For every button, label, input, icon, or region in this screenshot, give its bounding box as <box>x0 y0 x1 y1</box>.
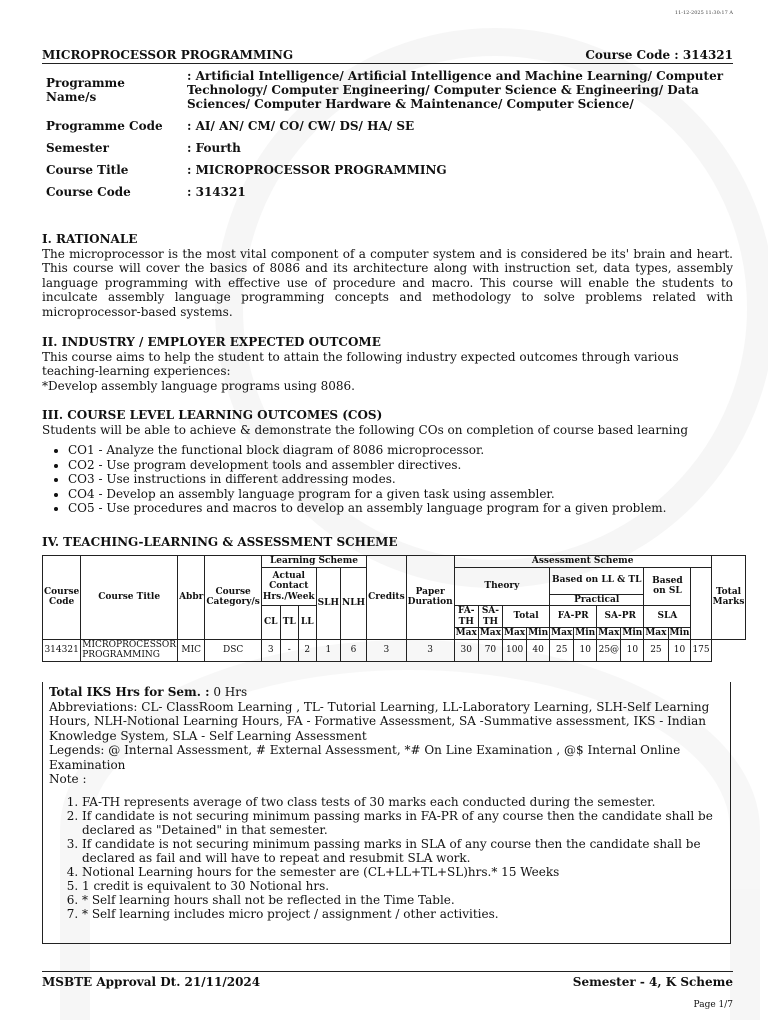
programme-label: Programme Code <box>46 119 163 133</box>
th-based-sl: Based on SL <box>644 567 691 606</box>
industry-line-3: *Develop assembly language programs using 8086. <box>42 378 355 393</box>
programme-label: Course Code <box>46 185 131 199</box>
print-timestamp: 11-12-2025 11:30:17 A <box>674 10 733 16</box>
cell-sla-min: 10 <box>668 639 691 661</box>
cell-total-marks: 175 <box>691 639 711 661</box>
programme-value: : Artificial Intelligence/ Artificial Intelligence and Machine Learning/ Computer Technology/ Computer Engineering/ Computer Science & Engineering/ Data Sciences/ Computer Hardware & Maintenance/ Computer Science/ <box>187 69 724 111</box>
cos-intro: Students will be able to achieve & demonstrate the following COs on completion of course based learning <box>42 422 689 437</box>
document-header <box>42 46 733 64</box>
programme-label: Course Title <box>46 163 129 177</box>
rationale-heading: I. RATIONALE <box>42 232 138 246</box>
footer-semester: Semester - 4, K Scheme <box>572 975 733 989</box>
programme-value: : MICROPROCESSOR PROGRAMMING <box>187 163 447 177</box>
th-actual-contact: Actual Contact Hrs./Week <box>261 567 316 606</box>
th-ll: LL <box>298 606 316 640</box>
th-sa-th: SA- TH <box>478 606 502 628</box>
th-sla: SLA <box>644 606 691 628</box>
th-learning-scheme: Learning Scheme <box>261 556 366 568</box>
th-tl: TL <box>280 606 298 640</box>
cell-cl: 3 <box>261 639 280 661</box>
th-total-marks: Total Marks <box>711 556 746 640</box>
cell-slh: 1 <box>316 639 340 661</box>
cos-list <box>42 443 733 516</box>
industry-outcome-section <box>42 335 733 393</box>
programme-value: : AI/ AN/ CM/ CO/ CW/ DS/ HA/ SE <box>187 119 415 133</box>
th-max: Max <box>504 628 526 638</box>
th-cl: CL <box>261 606 280 640</box>
th-max: Max <box>645 628 667 638</box>
th-sa-pr: SA-PR <box>597 606 644 628</box>
cell-title: MICROPROCESSOR PROGRAMMING <box>82 639 177 660</box>
th-min: Min <box>528 628 549 638</box>
co-item: • CO5 - Use procedures and macros to develop an assembly language program for a given problem. <box>68 501 733 516</box>
note-item: 4. Notional Learning hours for the semester are (CL+LL+TL+SL)hrs.* 15 Weeks <box>82 865 724 879</box>
note-item: 3. If candidate is not securing minimum passing marks in SLA of any course then the candidate shall be declared as fail and will have to repeat and resubmit SLA work. <box>82 837 724 865</box>
cell-sa-pr-max: 25@ <box>597 639 621 661</box>
iks-line <box>49 685 724 700</box>
th-total: Total <box>503 606 550 628</box>
programme-row <box>42 67 733 113</box>
rationale-text: The microprocessor is the most vital component of a computer system and is considered be its' brain and heart. This course will cover the basics of 8086 and its architecture along with instruction set, data types, assembly language programming with effective use of procedure and macro. This course will enable the students to inculcate assembly language programming concepts and methodology to solve problems related with microprocessor-based systems. <box>42 246 733 319</box>
cell-ll: 2 <box>298 639 316 661</box>
th-course-title: Course Title <box>81 556 178 640</box>
th-fa-th: FA- TH <box>454 606 478 628</box>
footer-approval: MSBTE Approval Dt. 21/11/2024 <box>42 975 261 989</box>
th-min: Min <box>575 628 596 638</box>
co-item: • CO1 - Analyze the functional block diagram of 8086 microprocessor. <box>68 443 733 458</box>
th-credits: Credits <box>367 556 407 640</box>
th-min: Min <box>669 628 690 638</box>
cell-abbr: MIC <box>178 639 205 661</box>
header-course-code: Course Code : 314321 <box>585 48 733 62</box>
cell-total-min: 40 <box>527 639 550 661</box>
rationale-section <box>42 232 733 319</box>
th-max: Max <box>598 628 620 638</box>
note-item: 5. 1 credit is equivalent to 30 Notional hrs. <box>82 879 724 893</box>
industry-line-1: This course aims to help the student to attain the following industry expected outcomes through various <box>42 349 679 364</box>
cell-total-max: 100 <box>503 639 527 661</box>
note-item: 7. * Self learning includes micro project / assignment / other activities. <box>82 907 724 921</box>
cell-fa-pr-max: 25 <box>550 639 574 661</box>
tla-heading: IV. TEACHING-LEARNING & ASSESSMENT SCHEME <box>42 535 398 549</box>
notes-list <box>49 795 724 921</box>
cell-category: DSC <box>205 639 262 661</box>
note-item: 1. FA-TH represents average of two class tests of 30 marks each conducted during the semester. <box>82 795 724 809</box>
th-abbr: Abbr <box>178 556 205 640</box>
programme-value: : 314321 <box>187 185 246 199</box>
co-item: • CO3 - Use instructions in different addressing modes. <box>68 472 733 487</box>
th-paper-duration: Paper Duration <box>406 556 454 640</box>
programme-label: Programme Name/s <box>46 76 125 104</box>
th-category: Course Category/s <box>205 556 262 640</box>
document-footer <box>42 971 733 989</box>
iks-label: Total IKS Hrs for Sem. : <box>49 685 210 699</box>
th-max: Max <box>455 628 477 638</box>
th-assessment-scheme: Assessment Scheme <box>454 556 711 568</box>
programme-label: Semester <box>46 141 109 155</box>
th-based-ll-tl: Based on LL & TL <box>550 567 644 594</box>
document-page <box>42 0 745 1024</box>
note-item: 2. If candidate is not securing minimum passing marks in FA-PR of any course then the candidate shall be declared as "Detained" in that semester. <box>82 809 724 837</box>
cos-section <box>42 408 733 516</box>
cell-sa-pr-min: 10 <box>621 639 644 661</box>
th-nlh: NLH <box>341 567 367 639</box>
programme-row <box>42 179 733 201</box>
th-slh: SLH <box>316 567 340 639</box>
iks-value: 0 Hrs <box>209 685 248 699</box>
cell-sla-max: 25 <box>644 639 668 661</box>
legends: Legends: @ Internal Assessment, # External Assessment, *# On Line Examination , @$ Internal Online Examination <box>49 743 681 772</box>
table-row <box>43 639 746 661</box>
programme-row <box>42 113 733 135</box>
co-item: • CO4 - Develop an assembly language program for a given task using assembler. <box>68 487 733 502</box>
programme-row <box>42 157 733 179</box>
cell-credits: 3 <box>367 639 407 661</box>
programme-row <box>42 135 733 157</box>
th-theory: Theory <box>454 567 549 606</box>
note-label: Note : <box>49 772 87 786</box>
note-item: 6. * Self learning hours shall not be reflected in the Time Table. <box>82 893 724 907</box>
th-max: Max <box>479 628 502 638</box>
page-number: Page 1/7 <box>693 1000 733 1010</box>
cell-tl: - <box>280 639 298 661</box>
th-fa-pr: FA-PR <box>550 606 597 628</box>
industry-line-2: teaching-learning experiences: <box>42 364 231 378</box>
teaching-assessment-table <box>42 555 746 662</box>
cell-code: 314321 <box>43 639 81 661</box>
programme-details-table <box>42 67 733 201</box>
co-item: • CO2 - Use program development tools and assembler directives. <box>68 458 733 473</box>
th-min: Min <box>622 628 643 638</box>
th-course-code: Course Code <box>43 556 81 640</box>
header-course-name: MICROPROCESSOR PROGRAMMING <box>42 48 294 62</box>
tla-section <box>42 535 733 550</box>
notes-box <box>42 682 731 944</box>
abbreviations: Abbreviations: CL- ClassRoom Learning , TL- Tutorial Learning, LL-Laboratory Learning, SLH-Self Learning Hours, NLH-Notional Learning Hours, FA - Formative Assessment, SA -Summative assessment, IKS - Indian Knowledge System, SLA - Self Learning Assessment <box>49 699 710 743</box>
cell-nlh: 6 <box>341 639 367 661</box>
th-practical: Practical <box>550 594 644 606</box>
cell-fa-pr-min: 10 <box>574 639 597 661</box>
industry-heading: II. INDUSTRY / EMPLOYER EXPECTED OUTCOME <box>42 335 381 349</box>
cell-fa-th-max: 30 <box>454 639 478 661</box>
programme-value: : Fourth <box>187 141 241 155</box>
th-max: Max <box>551 628 573 638</box>
cell-paper: 3 <box>406 639 454 661</box>
cell-sa-th-max: 70 <box>478 639 502 661</box>
cos-heading: III. COURSE LEVEL LEARNING OUTCOMES (COS) <box>42 408 383 422</box>
